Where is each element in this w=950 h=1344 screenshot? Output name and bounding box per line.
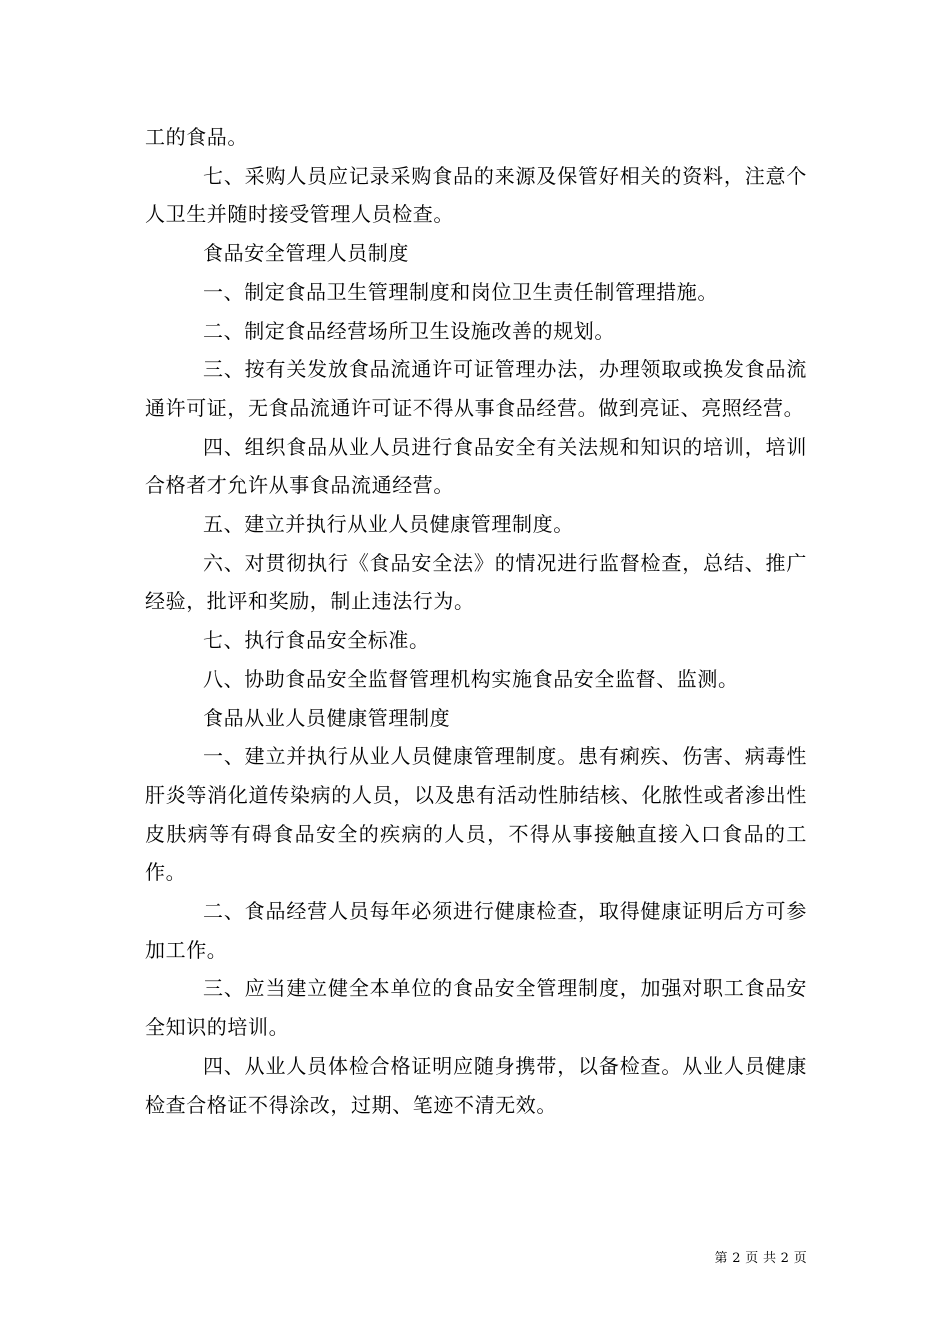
paragraph-13: 一、建立并执行从业人员健康管理制度。患有痢疾、伤害、病毒性肝炎等消化道传染病的人员，以及患有活动性肺结核、化脓性或者渗出性皮肤病等有碍食品安全的疾病的人员，不得从事接触直接入口食品的工作。 <box>145 744 807 885</box>
page-number-footer: 第 2 页 共 2 页 <box>714 1251 807 1266</box>
paragraph-6: 三、按有关发放食品流通许可证管理办法，办理领取或换发食品流通许可证，无食品流通许可证不得从事食品经营。做到亮证、亮照经营。 <box>145 357 807 420</box>
section-heading-management-staff: 食品安全管理人员制度 <box>203 241 409 266</box>
paragraph-15: 三、应当建立健全本单位的食品安全管理制度，加强对职工食品安全知识的培训。 <box>145 976 807 1040</box>
paragraph-1: 工的食品。 <box>145 125 248 149</box>
paragraph-4: 一、制定食品卫生管理制度和岗位卫生责任制管理措施。 <box>203 279 718 304</box>
paragraph-9: 六、对贯彻执行《食品安全法》的情况进行监督检查，总结、推广经验，批评和奖励，制止违法行为。 <box>145 550 807 614</box>
paragraph-8: 五、建立并执行从业人员健康管理制度。 <box>203 512 574 537</box>
paragraph-5: 二、制定食品经营场所卫生设施改善的规划。 <box>203 318 615 343</box>
paragraph-16: 四、从业人员体检合格证明应随身携带，以备检查。从业人员健康检查合格证不得涂改，过期、笔迹不清无效。 <box>145 1053 807 1117</box>
paragraph-11: 八、协助食品安全监督管理机构实施食品安全监督、监测。 <box>203 666 739 691</box>
paragraph-14: 二、食品经营人员每年必须进行健康检查，取得健康证明后方可参加工作。 <box>145 899 807 962</box>
paragraph-10: 七、执行食品安全标准。 <box>203 628 430 653</box>
paragraph-7: 四、组织食品从业人员进行食品安全有关法规和知识的培训，培训合格者才允许从事食品流通经营。 <box>145 434 807 498</box>
section-heading-health-management: 食品从业人员健康管理制度 <box>203 705 451 730</box>
document-body <box>145 118 807 1124</box>
paragraph-2: 七、采购人员应记录采购食品的来源及保管好相关的资料，注意个人卫生并随时接受管理人员检查。 <box>145 163 807 227</box>
